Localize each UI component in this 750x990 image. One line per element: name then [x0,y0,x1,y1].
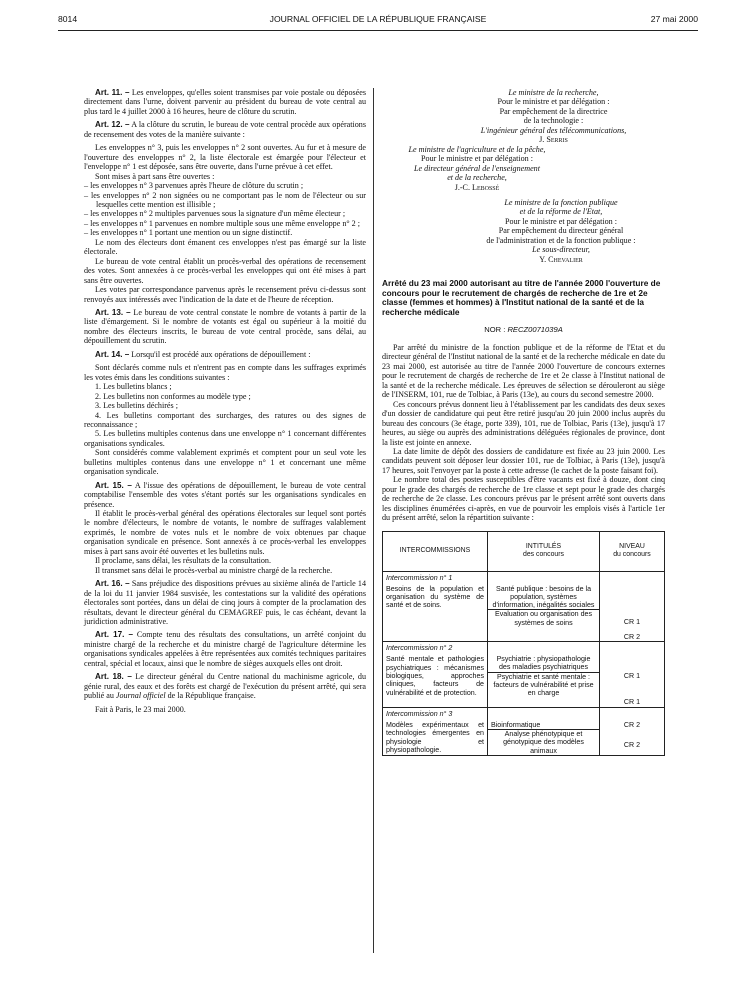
article-15-paragraph: Il transmet sans délai le procès-verbal au ministre chargé de la recherche. [95,565,333,575]
list-item: – les enveloppes n° 1 portant une mention ou un signe distinctif. [84,228,293,238]
article-12-paragraph: Sont mises à part sans être ouvertes : [95,171,215,181]
article-16-label: Art. 16. – [95,579,130,589]
article-15 [84,481,366,509]
journal-reference: Journal officiel [115,691,166,701]
article-12-text: A la clôture du scrutin, le bureau de vote central procède aux opérations de recensement des votes de la manière suivante : [84,120,366,139]
list-item: 1. Les bulletins blancs ; [95,382,172,392]
article-13-label: Art. 13. – [95,307,131,317]
concours-title: Analyse phénotypique et génotypique des modèles animaux [488,729,599,755]
article-13-text: Le bureau de vote central constate le nombre de votants à partir de la liste d'émargement. Si le nombre de votants est égal ou supérieur à la moitié du nombre des électeurs inscrits, le bureau de vote central procède, sans délai, au dépouillement du scrutin. [84,307,366,346]
intercommission-group: Santé mentale et pathologies psychiatriques : mécanismes biologiques, approches cliniques, facteurs de vulnérabilité et de protection. [386,655,484,697]
article-17 [84,630,366,668]
signature-line: L'ingénieur général des télécommunications, [480,125,627,135]
signature-line: de l'administration et de la fonction publique : [486,235,636,245]
signature-line: Pour le ministre et par délégation : [505,216,617,226]
article-14-label: Art. 14. – [95,349,130,359]
signature-line: et de la recherche, [447,173,507,183]
list-item: – les enveloppes n° 1 parvenues en nombre multiple sous une même enveloppe n° 2 ; [84,218,360,228]
article-12-paragraph: Les enveloppes n° 3, puis les enveloppes n° 2 sont ouvertes. Au fur et à mesure de l'ouverture des enveloppes n° 2, la liste électorale est émargée pour l'électeur et l'enveloppe n° 1 est déposée, sans être ouverte, dans l'urne prévue à cet effet. [84,143,366,172]
table-row [383,707,665,755]
signature-block-agriculture [382,145,572,192]
intercommission-group: Besoins de la population et organisation du système de santé et de soins. [386,584,484,610]
list-item: – les enveloppes n° 3 parvenues après l'heure de clôture du scrutin ; [84,181,304,191]
article-12-paragraph: Le nom des électeurs dont émanent ces enveloppes n'est pas émargé sur la liste électorale. [84,237,366,257]
concours-title: Psychiatrie et santé mentale : facteurs de vulnérabilité et prise en charge [488,672,599,698]
table-row [383,571,665,642]
niveau-value: CR 1 [623,672,641,681]
article-14 [84,350,366,359]
signature-line: Par empêchement de la directrice [499,106,608,116]
intercommission-title: Intercommission n° 3 [386,709,453,718]
article-14-text: Lorsqu'il est procédé aux opérations de dépouillement : [129,349,311,359]
decree-title: Arrêté du 23 mai 2000 autorisant au titre de l'année 2000 l'ouverture de concours pour le recrutement de chargés de recherche de 1re et 2e classe (femmes et hommes) à l'Institut national de la santé et de la recherche médicale [382,278,661,317]
list-item: – les enveloppes n° 2 non signées ou ne comportant pas le nom de l'électeur ou sur lesquelles cette mention est illisible ; [84,190,366,209]
article-14-paragraph: Sont déclarés comme nuls et n'entrent pas en compte dans les suffrages exprimés les votes émis dans les conditions suivantes : [84,363,366,382]
article-17-label: Art. 17. – [95,630,133,640]
header-text: INTITULÉS [525,542,562,550]
header-text: NIVEAU [619,542,645,550]
list-item: – les enveloppes n° 2 multiples parvenues sous la signature d'un même électeur ; [84,209,346,219]
article-15-paragraph: Il établit le procès-verbal général des opérations électorales sur lequel sont portés le nombre d'électeurs, le nombre de votants, le nombre de suffrages valablement exprimés, le nombre de votes nuls et le nombre de voix obtenues par chaque organisation syndicale en présence. Sont annexés à ce procès-verbal les enveloppes mises à part sans avoir été ouvertes et les bulletins nuls. [84,509,366,556]
list-item: 3. Les bulletins déchirés ; [95,401,178,411]
intercommission-cell [383,707,488,755]
signature-block-fonction-publique [382,198,665,264]
distribution-table [382,531,665,756]
header-subtext: du concours [613,551,651,559]
article-16-text: Sans préjudice des dispositions prévues au sixième alinéa de l'article 14 de la loi du 11 janvier 1984 susvisée, les contestations sur la validité des opérations électorales sont portées, dans un délai de cinq jours à compter de la proclamation des résultats, devant le directeur général du CEMAGREF puis, le cas échéant, devant la juridiction administrative. [84,579,366,627]
concours-title: Psychiatrie : physiopathologie des maladies psychiatriques [496,655,591,672]
nor-code: RECZ0071039A [507,324,563,334]
signature-block-recherche [382,88,665,145]
col-header-niveau [600,531,665,571]
niveau-value: CR 1 [623,698,641,707]
article-11-label: Art. 11. – [95,88,130,97]
intercommission-cell [383,571,488,642]
decree-paragraph: Ces concours prévus donnent lieu à l'établissement par les candidats des deux sexes d'un dossier de candidature qui peut être retiré jusqu'au 20 juin 2000 inclus auprès du bureau des concours (3e étage, porte 339), 101, rue de Tolbiac, Paris (13e), jusqu'à 17 heures, au siège ou auprès des administrations déléguées régionales de province, dont la liste est jointe en annexe. [382,399,665,447]
signature-line: Pour le ministre et par délégation : [497,97,610,107]
niveau-value: CR 2 [623,632,641,641]
article-11 [84,88,366,116]
article-18 [84,672,366,700]
concours-cell [488,571,600,642]
header-rule [58,30,698,31]
article-15-paragraph: Il proclame, sans délai, les résultats de la consultation. [95,556,271,566]
intercommission-cell [383,642,488,708]
header-subtext: des concours [523,551,564,559]
journal-title: JOURNAL OFFICIEL DE LA RÉPUBLIQUE FRANÇAISE [269,14,487,24]
concours-title: Bioinformatique [491,720,541,729]
header-text: INTERCOMMISSIONS [399,546,471,554]
niveau-cell [600,642,665,708]
table-row [383,642,665,708]
table-header-row [383,531,665,571]
fait-a-paris: Fait à Paris, le 23 mai 2000. [95,704,186,714]
article-15-text: A l'issue des opérations de dépouillement, le bureau de vote central comptabilise l'ensemble des votes s'étant portés sur les organisations syndicales en présence. [84,480,366,509]
concours-title: Santé publique : besoins de la population, systèmes d'information, inégalités sociales [492,584,595,610]
article-12 [84,120,366,139]
article-12-paragraph: Le bureau de vote central établit un procès-verbal des opérations de recensement des votes. Sont annexées à ce procès-verbal les enveloppes qui ont été mises à part sans être ouvertes. [84,256,366,285]
signature-role: et de la réforme de l'Etat, [519,207,603,217]
decree-paragraph: Le nombre total des postes susceptibles d'être vacants est fixé à douze, dont cinq pour le grade des chargés de recherche de 1re classe et sept pour le grade des chargés de recherche de 2e classe. Les concours prévus par le présent arrêté sont ouverts dans les disciplines énumérées ci-après, en vue de pourvoir les emplois visés à l'article 1er du présent arrêté, selon la répartition suivante : [382,475,665,523]
right-column [382,88,665,756]
signature-line: Le directeur général de l'enseignement [414,163,540,173]
decree-paragraph: Par arrêté du ministre de la fonction publique et de la réforme de l'Etat et du directeur général de l'Institut national de la santé et de la recherche médicale en date du 23 mai 2000, est autorisée au titre de l'année 2000 l'ouverture de concours externes pour le recrutement de chargés de recherche de 1re et 2e classe à l'Institut national de la santé et de la recherche médicale. Les épreuves de sélection se dérouleront au siège de l'INSERM, 101, rue de Tolbiac, à Paris (13e), au cours du second semestre 2000. [382,342,665,400]
article-16 [84,579,366,626]
article-14-paragraph: Sont considérés comme valablement exprimés et comptent pour un seul vote les bulletins multiples contenus dans une enveloppe n° 1 et concernant une même organisation syndicale. [84,448,366,477]
concours-title: Evaluation ou organisation des systèmes de soins [488,609,599,627]
signature-line: Le sous-directeur, [532,245,590,255]
list-item: 2. Les bulletins non conformes au modèle type ; [95,391,251,401]
niveau-value: CR 1 [623,617,641,626]
article-11-text: Les enveloppes, qu'elles soient transmises par voie postale ou déposées directement dans l'urne, doivent parvenir au président du bureau de vote central au plus tard le 4 juillet 2000 à 16 heures, heure de clôture du scrutin. [84,88,366,116]
col-header-intercommissions [383,531,488,571]
intercommission-group: Modèles expérimentaux et technologies émergentes en physiologie et physiopathologie. [386,721,484,754]
intercommission-title: Intercommission n° 2 [386,644,453,653]
signature-role: Le ministre de la recherche, [508,88,599,97]
issue-date: 27 mai 2000 [650,14,698,24]
intercommission-title: Intercommission n° 1 [386,573,453,582]
article-12-label: Art. 12. – [95,120,130,130]
nor-reference [382,325,665,334]
decree-paragraph: La date limite de dépôt des dossiers de candidature est fixée au 23 juin 2000. Les candidats peuvent soit déposer leur dossier 101, rue de Tolbiac, à Paris (13e), jusqu'à 17 heures, soit l'envoyer par la poste à cette adresse (le cachet de la poste faisant foi). [382,446,665,475]
signatory-name: Y. Chevalier [539,254,583,264]
col-header-intitules [488,531,600,571]
article-18-label: Art. 18. – [95,672,132,682]
article-13 [84,308,366,346]
niveau-cell [600,571,665,642]
nor-label: NOR : [484,324,508,334]
article-15-label: Art. 15. – [95,480,132,490]
article-18-text: Le directeur général du Centre national du machinisme agricole, du génie rural, des eaux et des forêts est chargé de l'exécution du présent arrêté, qui sera publié au [84,672,366,701]
article-18-text: de la République française. [165,691,256,701]
signature-role: Le ministre de l'agriculture et de la pêche, [408,144,546,154]
article-12-paragraph: Les votes par correspondance parvenus après le recensement prévu ci-dessus sont renvoyés aux intéressés avec l'indication de la date et de l'heure de réception. [84,285,366,304]
niveau-cell [600,707,665,755]
column-divider [373,88,374,953]
niveau-value: CR 2 [623,720,641,729]
signatory-name: J.-C. Lebossé [454,182,500,192]
concours-cell [488,642,600,708]
signatory-name: J. Serris [539,135,568,145]
list-item: 5. Les bulletins multiples contenus dans une enveloppe n° 1 concernant différentes organisations syndicales. [84,429,366,448]
concours-cell [488,707,600,755]
signature-line: de la technologie : [523,116,584,126]
niveau-value: CR 2 [623,741,641,750]
signature-line: Par empêchement du directeur général [498,226,624,236]
page-header [58,11,698,27]
page-number: 8014 [58,14,78,24]
signature-role: Le ministre de la fonction publique [504,197,618,207]
article-17-text: Compte tenu des résultats des consultations, un arrêté conjoint du ministre chargé de la recherche et du ministre chargé de l'agriculture détermine les organisations syndicales appelées à être représentées aux comités techniques paritaires central, spécial et locaux, ainsi que le nombre de sièges auxquels elles ont droit. [84,630,366,668]
signature-line: Pour le ministre et par délégation : [421,154,533,164]
left-column [84,88,366,714]
list-item: 4. Les bulletins comportant des surcharges, des ratures ou des signes de reconnaissance ; [84,410,366,429]
